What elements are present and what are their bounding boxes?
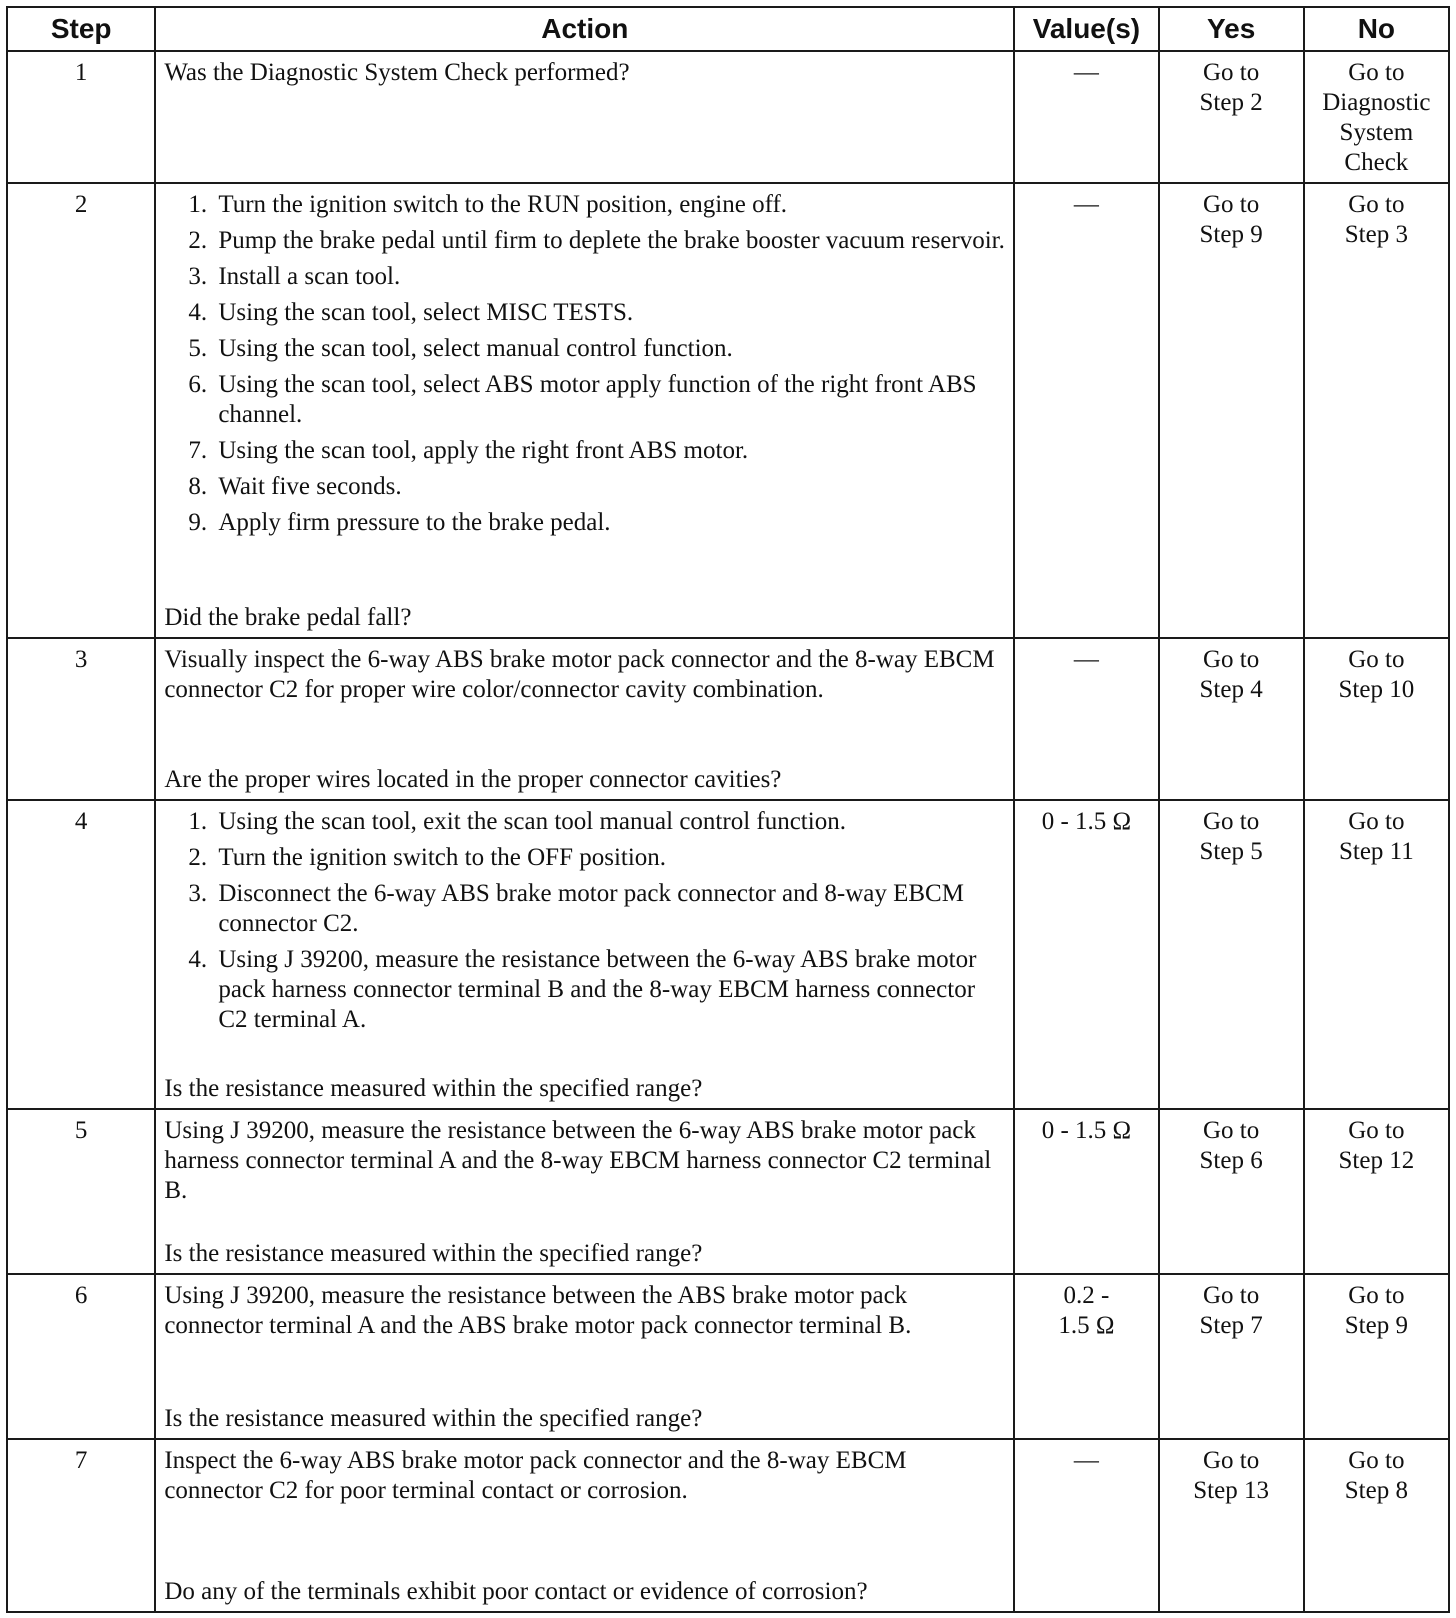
action-question: Did the brake pedal fall? [164, 604, 412, 631]
list-item-number: 3. [188, 880, 208, 907]
step-number: 3 [7, 638, 155, 800]
action-question: Is the resistance measured within the specified range? [164, 1075, 703, 1102]
list-item [188, 472, 1005, 502]
header-action: Action [155, 7, 1014, 51]
table-row [7, 800, 1449, 1109]
list-item-number: 4. [188, 946, 208, 973]
list-item [188, 226, 1005, 256]
list-item-text: Turn the ignition switch to the OFF position. [218, 844, 667, 871]
list-item-number: 1. [188, 808, 208, 835]
action-content [164, 1446, 1005, 1607]
list-item [188, 436, 1005, 466]
value-cell: — [1014, 183, 1158, 638]
action-question: Are the proper wires located in the proper connector cavities? [164, 766, 782, 793]
list-item [188, 334, 1005, 364]
action-question: Do any of the terminals exhibit poor contact or evidence of corrosion? [164, 1578, 868, 1605]
list-item-text: Using J 39200, measure the resistance between the 6-way ABS brake motor pack harness connector terminal B and the 8-way EBCM harness connector C2 terminal A. [218, 946, 977, 1033]
table-row [7, 1109, 1449, 1274]
list-item-number: 6. [188, 371, 208, 398]
header-no: No [1304, 7, 1449, 51]
action-cell [155, 51, 1014, 183]
yes-cell: Go to Step 9 [1159, 183, 1304, 638]
action-content [164, 58, 1005, 178]
yes-cell: Go to Step 6 [1159, 1109, 1304, 1274]
no-cell: Go to Step 8 [1304, 1439, 1449, 1612]
table-row [7, 638, 1449, 800]
list-item-number: 2. [188, 844, 208, 871]
yes-cell: Go to Step 4 [1159, 638, 1304, 800]
list-item [188, 508, 1005, 538]
list-item-number: 1. [188, 191, 208, 218]
list-item-text: Wait five seconds. [218, 473, 402, 500]
action-cell [155, 638, 1014, 800]
action-description: Was the Diagnostic System Check performed? [164, 59, 630, 86]
value-cell: 0 - 1.5 Ω [1014, 1109, 1158, 1274]
value-cell: — [1014, 1439, 1158, 1612]
list-item-text: Using the scan tool, select MISC TESTS. [218, 299, 634, 326]
list-item-number: 9. [188, 509, 208, 536]
yes-cell: Go to Step 2 [1159, 51, 1304, 183]
step-number: 2 [7, 183, 155, 638]
table-row [7, 51, 1449, 183]
action-description: Visually inspect the 6-way ABS brake motor pack connector and the 8-way EBCM connector C2 for proper wire color/connector cavity combination. [164, 646, 995, 703]
action-cell [155, 1439, 1014, 1612]
action-cell [155, 183, 1014, 638]
no-cell: Go to Step 12 [1304, 1109, 1449, 1274]
list-item-number: 7. [188, 437, 208, 464]
list-item-number: 3. [188, 263, 208, 290]
step-number: 1 [7, 51, 155, 183]
table-row [7, 1274, 1449, 1439]
yes-cell: Go to Step 7 [1159, 1274, 1304, 1439]
action-content [164, 807, 1005, 1104]
value-cell: 0 - 1.5 Ω [1014, 800, 1158, 1109]
list-item [188, 807, 1005, 837]
step-number: 7 [7, 1439, 155, 1612]
list-item-text: Install a scan tool. [218, 263, 401, 290]
action-description: Inspect the 6-way ABS brake motor pack connector and the 8-way EBCM connector C2 for poor terminal contact or corrosion. [164, 1447, 907, 1504]
header-values: Value(s) [1014, 7, 1158, 51]
yes-cell: Go to Step 13 [1159, 1439, 1304, 1612]
value-cell: 0.2 - 1.5 Ω [1014, 1274, 1158, 1439]
table-row [7, 183, 1449, 638]
action-cell [155, 800, 1014, 1109]
step-number: 6 [7, 1274, 155, 1439]
list-item-text: Using the scan tool, select ABS motor apply function of the right front ABS channel. [218, 371, 977, 428]
no-cell: Go to Diagnostic System Check [1304, 51, 1449, 183]
header-step: Step [7, 7, 155, 51]
value-cell: — [1014, 638, 1158, 800]
list-item-text: Using the scan tool, select manual control function. [218, 335, 733, 362]
action-content [164, 190, 1005, 633]
action-content [164, 1281, 1005, 1434]
list-item-text: Pump the brake pedal until firm to deplete the brake booster vacuum reservoir. [218, 227, 1005, 254]
list-item-text: Turn the ignition switch to the RUN position, engine off. [218, 191, 788, 218]
no-cell: Go to Step 3 [1304, 183, 1449, 638]
diagnostic-table [6, 6, 1450, 1613]
table-row [7, 1439, 1449, 1612]
list-item [188, 843, 1005, 873]
list-item-number: 2. [188, 227, 208, 254]
action-content [164, 645, 1005, 795]
list-item-number: 8. [188, 473, 208, 500]
value-cell: — [1014, 51, 1158, 183]
action-question: Is the resistance measured within the specified range? [164, 1240, 703, 1267]
list-item-text: Apply firm pressure to the brake pedal. [218, 509, 611, 536]
action-question: Is the resistance measured within the specified range? [164, 1405, 703, 1432]
action-cell [155, 1109, 1014, 1274]
list-item [188, 879, 1005, 939]
list-item-text: Using the scan tool, apply the right front ABS motor. [218, 437, 749, 464]
no-cell: Go to Step 9 [1304, 1274, 1449, 1439]
list-item-number: 4. [188, 299, 208, 326]
no-cell: Go to Step 11 [1304, 800, 1449, 1109]
action-description: Using J 39200, measure the resistance between the ABS brake motor pack connector terminal A and the ABS brake motor pack connector terminal B. [164, 1282, 912, 1339]
yes-cell: Go to Step 5 [1159, 800, 1304, 1109]
step-number: 5 [7, 1109, 155, 1274]
header-row [7, 7, 1449, 51]
list-item [188, 298, 1005, 328]
list-item [188, 370, 1005, 430]
action-cell [155, 1274, 1014, 1439]
step-number: 4 [7, 800, 155, 1109]
list-item [188, 945, 1005, 1035]
list-item-text: Using the scan tool, exit the scan tool manual control function. [218, 808, 846, 835]
action-steps-list [164, 190, 1005, 544]
list-item-number: 5. [188, 335, 208, 362]
list-item [188, 262, 1005, 292]
header-yes: Yes [1159, 7, 1304, 51]
action-content [164, 1116, 1005, 1269]
no-cell: Go to Step 10 [1304, 638, 1449, 800]
list-item-text: Disconnect the 6-way ABS brake motor pack connector and 8-way EBCM connector C2. [218, 880, 964, 937]
action-steps-list [164, 807, 1005, 1041]
list-item [188, 190, 1005, 220]
action-description: Using J 39200, measure the resistance between the 6-way ABS brake motor pack harness connector terminal A and the 8-way EBCM harness connector C2 terminal B. [164, 1117, 992, 1204]
